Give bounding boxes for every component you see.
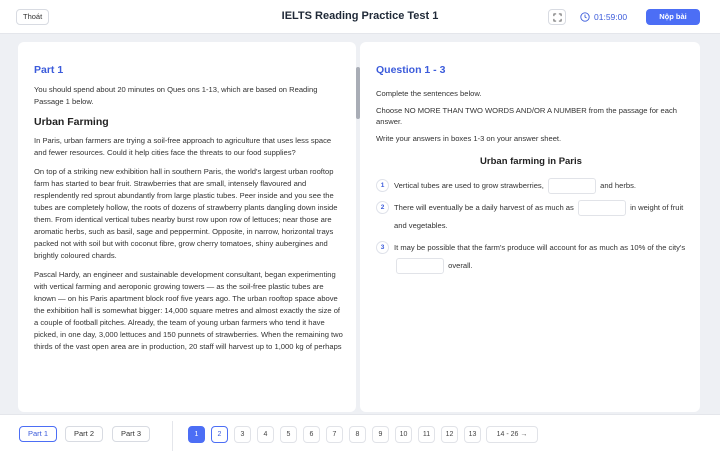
answer-input-2[interactable] bbox=[578, 200, 626, 216]
question-nav-button[interactable]: 10 bbox=[395, 426, 412, 443]
part-heading: Part 1 bbox=[34, 64, 64, 76]
exit-button[interactable]: Thoát bbox=[16, 9, 49, 25]
nav-divider bbox=[172, 421, 173, 451]
answer-input-3[interactable] bbox=[396, 258, 444, 274]
question-heading: Question 1 - 3 bbox=[376, 64, 446, 76]
bottom-nav bbox=[0, 414, 720, 454]
section-title: Urban farming in Paris bbox=[480, 156, 582, 167]
top-bar bbox=[0, 0, 720, 34]
question-item bbox=[376, 239, 686, 275]
question-text-after: and herbs. bbox=[600, 181, 636, 190]
instruction-text: Complete the sentences below. bbox=[376, 89, 482, 98]
question-item bbox=[376, 199, 686, 235]
answer-input-1[interactable] bbox=[548, 178, 596, 194]
question-text-after: overall. bbox=[448, 261, 473, 270]
timer-value: 01:59:00 bbox=[594, 12, 628, 22]
question-item bbox=[376, 177, 686, 195]
question-text-after: in weight of fruit and vegetables. bbox=[394, 203, 684, 230]
question-number: 2 bbox=[376, 201, 389, 214]
question-number: 1 bbox=[376, 179, 389, 192]
part-tab-3[interactable]: Part 3 bbox=[112, 426, 150, 442]
questions-panel bbox=[360, 42, 700, 412]
question-nav-button[interactable]: 4 bbox=[257, 426, 274, 443]
instruction-text: Choose NO MORE THAN TWO WORDS AND/OR A NUMBER from the passage for each answer. bbox=[376, 106, 678, 126]
passage-intro: You should spend about 20 minutes on Ques ons 1-13, which are based on Reading Passage 1 below. bbox=[34, 85, 318, 106]
passage-paragraph: Pascal Hardy, an engineer and sustainable development consultant, began experimenting with vertical farming and aeroponic growing towers — as the soil-free plastic tubes are known — on his Paris apartment block roof five years ago. The urban rooftop space above the exhibition hall is somewhat bigger: 14,000 square metres and almost exactly the size of a couple of football pitches. Already, the team of young urban farmers who tend it have picked, in one day, 3,000 lettuces and 150 punnets of strawberries. When the remaining two thirds of the vast open area are in production, 20 staff will harvest up to 1,000 kg of perhaps bbox=[34, 270, 343, 351]
question-nav-button[interactable]: 7 bbox=[326, 426, 343, 443]
question-text-before: Vertical tubes are used to grow strawberries, bbox=[394, 181, 544, 190]
question-nav-button[interactable]: 8 bbox=[349, 426, 366, 443]
question-number: 3 bbox=[376, 241, 389, 254]
part-tab-1[interactable]: Part 1 bbox=[19, 426, 57, 442]
clock-icon bbox=[580, 12, 590, 22]
passage-paragraph: In Paris, urban farmers are trying a soil-free approach to agriculture that uses less space and fewer resources. Could it help cities face the threats to our food supplies? bbox=[34, 136, 332, 157]
fullscreen-button[interactable] bbox=[548, 9, 566, 25]
page-title: IELTS Reading Practice Test 1 bbox=[281, 10, 439, 22]
timer bbox=[580, 11, 627, 23]
passage-paragraph: On top of a striking new exhibition hall in southern Paris, the world's largest urban rooftop farm has started to bear fruit. Strawberries that are small, intensely flavoured and resplendently red sprout abundantly from large plastic tubes. Peer inside and you see the tubes are completely hollow, the roots of dozens of strawberry plants dangling down inside them. From identical vertical tubes nearby burst row upon row of lettuces; near those are aromatic herbs, such as basil, sage and peppermint. Opposite, in narrow, horizontal trays packed not with soil but with coconut fibre, grow cherry tomatoes, shiny aubergines and brightly coloured chards. bbox=[34, 167, 338, 260]
passage-title: Urban Farming bbox=[34, 116, 109, 128]
question-text-before: It may be possible that the farm's produce will account for as much as 10% of the city's bbox=[394, 243, 686, 252]
instruction-text: Write your answers in boxes 1-3 on your answer sheet. bbox=[376, 134, 562, 143]
question-text-before: There will eventually be a daily harvest of as much as bbox=[394, 203, 574, 212]
question-nav-button[interactable]: 3 bbox=[234, 426, 251, 443]
question-nav-button[interactable]: 13 bbox=[464, 426, 481, 443]
question-nav-button[interactable]: 5 bbox=[280, 426, 297, 443]
question-nav-button[interactable]: 6 bbox=[303, 426, 320, 443]
part-tab-2[interactable]: Part 2 bbox=[65, 426, 103, 442]
question-nav-button[interactable]: 2 bbox=[211, 426, 228, 443]
question-nav-button[interactable]: 9 bbox=[372, 426, 389, 443]
passage-panel[interactable] bbox=[18, 42, 356, 412]
question-nav-button[interactable]: 11 bbox=[418, 426, 435, 443]
next-range-button[interactable]: 14 - 26 → bbox=[486, 426, 538, 443]
submit-button[interactable]: Nộp bài bbox=[646, 9, 700, 25]
question-nav-button[interactable]: 1 bbox=[188, 426, 205, 443]
fullscreen-icon bbox=[553, 13, 562, 22]
question-nav-button[interactable]: 12 bbox=[441, 426, 458, 443]
